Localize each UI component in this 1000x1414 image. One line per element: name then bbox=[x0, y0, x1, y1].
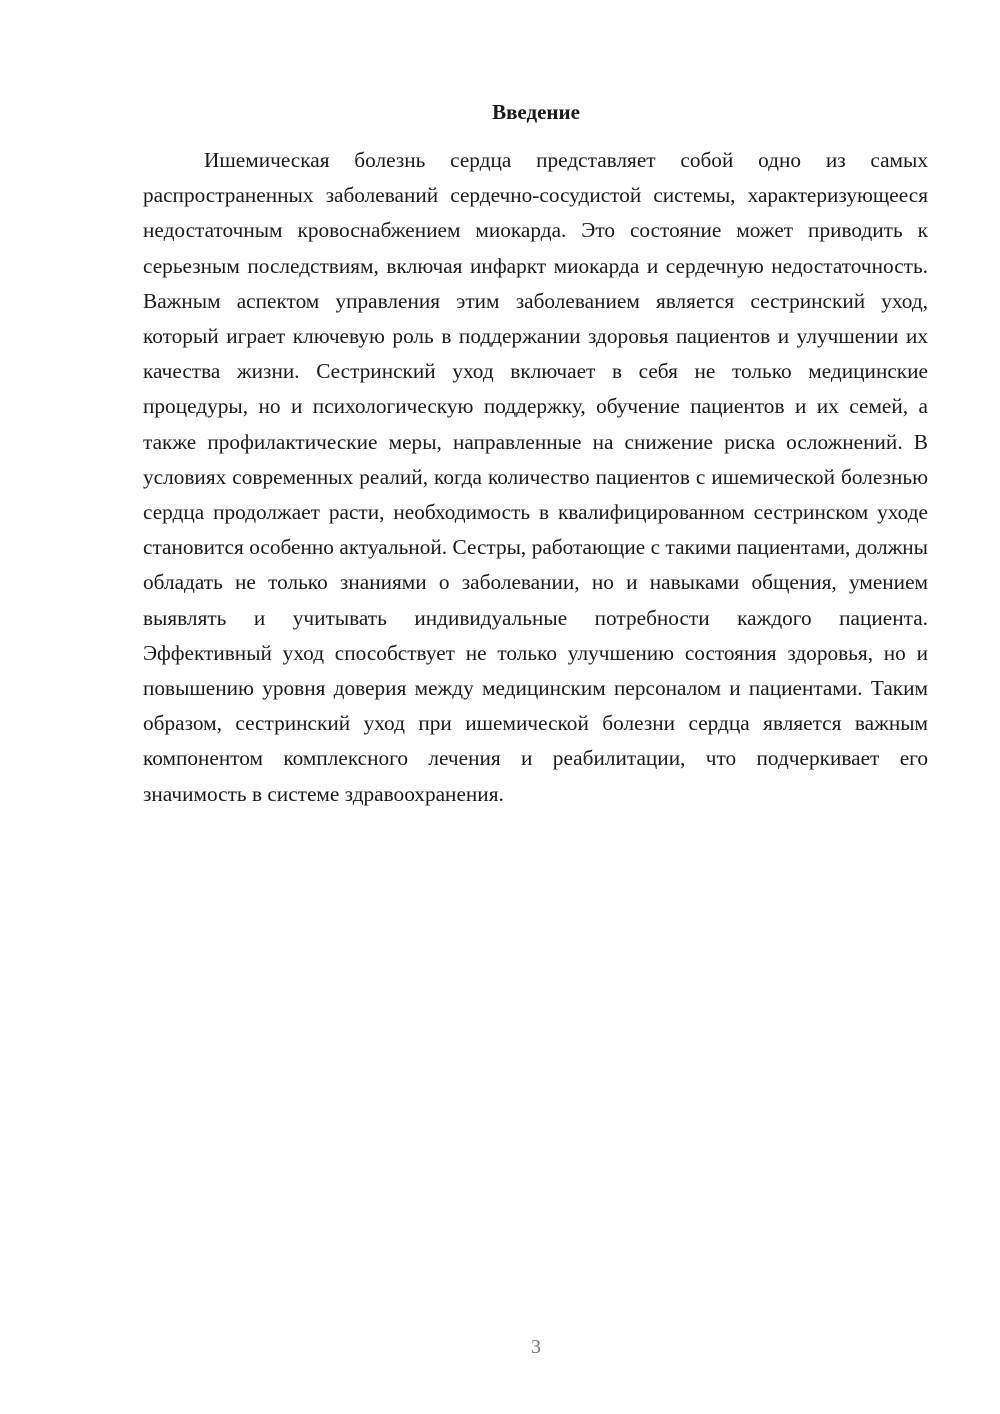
body-paragraph: Ишемическая болезнь сердца представляет собой одно из самых распространенных заболеваний сердечно-сосудистой системы, характеризующееся недостаточным кровоснабжением миокарда. Это состояние может приводить к серьезным последствиям, включая инфаркт миокарда и сердечную недостаточность. Важным аспектом управления этим заболеванием является сестринский уход, который играет ключевую роль в поддержании здоровья пациентов и улучшении их качества жизни. Сестринский уход включает в себя не только медицинские процедуры, но и психологическую поддержку, обучение пациентов и их семей, а также профилактические меры, направленные на снижение риска осложнений. В условиях современных реалий, когда количество пациентов с ишемической болезнью сердца продолжает расти, необходимость в квалифицированном сестринском уходе становится особенно актуальной. Сестры, работающие с такими пациентами, должны обладать не только знаниями о заболевании, но и навыками общения, умением выявлять и учитывать индивидуальные потребности каждого пациента. Эффективный уход способствует не только улучшению состояния здоровья, но и повышению уровня доверия между медицинским персоналом и пациентами. Таким образом, сестринский уход при ишемической болезни сердца является важным компонентом комплексного лечения и реабилитации, что подчеркивает его значимость в системе здравоохранения. bbox=[143, 148, 928, 806]
section-title: Введение bbox=[492, 100, 580, 124]
page-number: 3 bbox=[531, 1336, 541, 1358]
